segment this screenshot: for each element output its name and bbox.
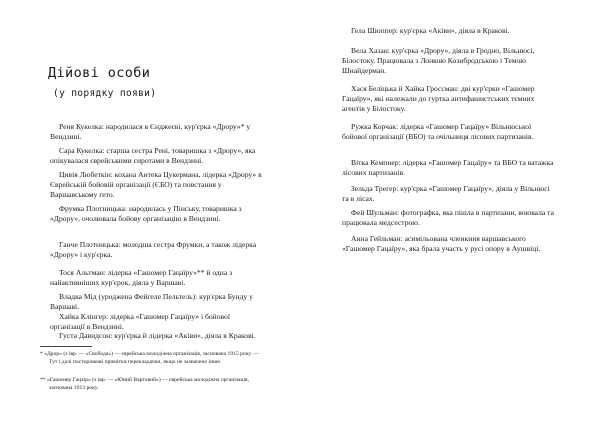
character-entry: Фрумка Плотницька: народилась у Пінську, товаришка з «Дрору», очолювала бойову організацію в Вендзині. bbox=[50, 204, 242, 224]
right-page bbox=[300, 0, 600, 422]
character-entry: Анна Гейльман: асимільована членкиня варшавського «Гашомер Гацаїру», яка брала участь у русі опору в Аушвіці. bbox=[342, 234, 541, 254]
page-subheading: (у порядку появи) bbox=[53, 88, 157, 99]
footnote-divider bbox=[40, 346, 92, 347]
footnote: ** «Гашомер Гацаїр» (з івр. — «Юний Вартовий») — єврейська молодіжна організація, заснована 1913 року. bbox=[40, 377, 249, 391]
character-entry: Реня Кукелка: народилася в Єнджеєві, кур'єрка «Дрору»* у Вендзині. bbox=[50, 122, 251, 142]
character-entry: Владка Мід (уроджена Фейгеле Пельтель): кур'єрка Бунду у Варшаві. bbox=[50, 292, 253, 312]
character-entry: Хайка Клінгер: лідерка «Гашомер Гацаїру» і бойової організації в Вендзині. bbox=[50, 312, 230, 332]
character-entry: Вітка Кемпнер: лідерка «Гашомер Гацаїру» та ВБО та ватажка лісових партизанів. bbox=[342, 158, 554, 178]
character-entry: Ганче Плотницька: молодша сестра Фрумки, а також лідерка «Дрору» і кур'єрка. bbox=[50, 240, 257, 260]
character-entry: Зельда Трегер: кур'єрка «Гашомер Гацаїру», діяла у Вільнюсі та в лісах. bbox=[342, 184, 550, 204]
character-entry: Цивія Любеткін: кохана Антека Цукермана, лідерка «Дрору» в Єврейській бойовій організації (ЄБО) та повстання у Варшавському гето. bbox=[50, 170, 262, 200]
character-entry: Тося Альтман: лідерка «Гашомер Гацаїру»** й одна з найактивніших кур'єрок, діяла у Варшаві. bbox=[50, 268, 233, 288]
character-entry: Гела Шюппер: кур'єрка «Аківи», діяла в Кракові. bbox=[351, 26, 510, 35]
page-heading: Дійові особи bbox=[48, 65, 151, 81]
character-entry: Хася Беліцька й Хайка Гроссман: дві кур'єрки «Гашомер Гацаїру», які належали до гуртка антифашистських тємних агентів у Білостоку. bbox=[342, 84, 535, 114]
character-entry: Вела Хазан: кур'єрка «Дрору», діяла в Гродно, Вільнюсі, Білостоку. Працювала з Лонкою Козибродською і Темою Шнайдерман. bbox=[342, 46, 535, 76]
character-entry: Густа Давидсон: кур'єрка й лідерка «Аківи», діяла в Кракові. bbox=[59, 331, 256, 340]
character-entry: Фей Шульман: фотографка, яка пішла в партизани, воювала та працювала медсестрою. bbox=[342, 208, 554, 228]
character-entry: Ружка Корчак: лідерка «Гашомер Гацаїру» Вільнюської бойової організації (ВБО) та очільниця лісових партизанів. bbox=[342, 122, 534, 142]
footnote: * «Дрор» (з івр. — «Свобода») — єврейська молодіжна організація, заснована 1915 року. — Тут і далі посторінкові примітки перекладачки, якщо не зазначено інше. bbox=[40, 351, 259, 365]
character-entry: Сара Кукелка: старша сестра Рені, товаришка з «Дрору», яка опікувалася єврейськими сиротами в Вендзині. bbox=[50, 146, 256, 166]
